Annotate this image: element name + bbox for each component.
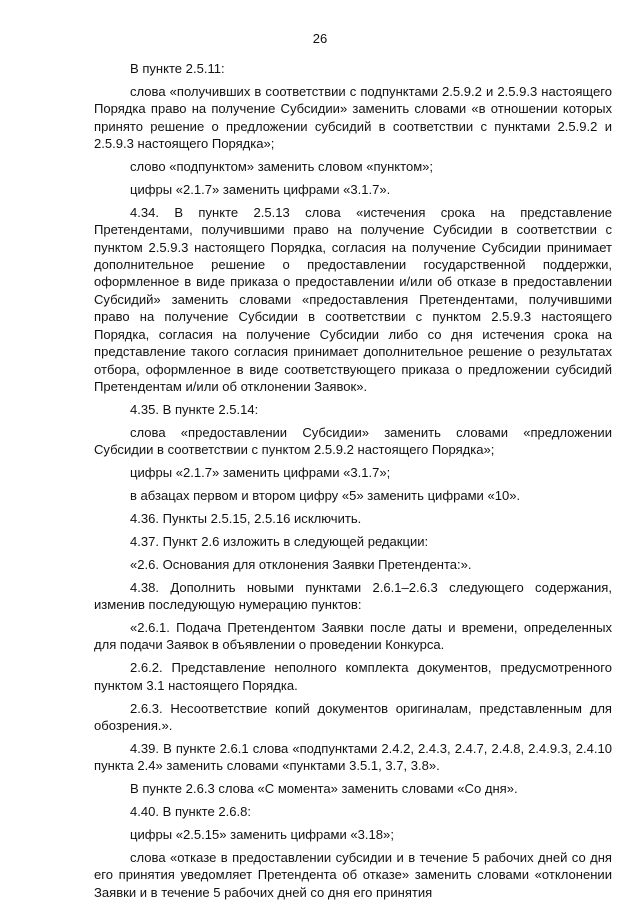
paragraph: слова «отказе в предоставлении субсидии и в течение 5 рабочих дней со дня его принятия уведомляет Претендента об отказе» заменить словами «отклонении Заявки и в течение 5 рабочих дней со дня его принятия [94,849,612,900]
page-number: 26 [312,31,328,46]
paragraph: 4.34. В пункте 2.5.13 слова «истечения срока на представление Претендентами, получившими право на получение Субсидии в соответствии с пунктом 2.5.9.3 настоящего Порядка, согласия на получение Субсидии принимает дополнительное решение о предоставлении государственной поддержки, оформленное в виде приказа о предоставлении и/или об отказе в предоставлении Субсидий» заменить словами «предоставления Претендентами, получившими право на получение Субсидии в соответствии с пунктом 2.5.9.3 настоящего Порядка, согласия на получение Субсидии либо со дня истечения срока на представление такого согласия принимает дополнительное решение о результатах отбора, оформленное в виде соответствующего приказа о предложении субсидий Претендентам и/или об отклонении Заявок». [94,204,612,394]
document-body [94,60,612,907]
paragraph: 4.39. В пункте 2.6.1 слова «подпунктами 2.4.2, 2.4.3, 2.4.7, 2.4.8, 2.4.9.3, 2.4.10 пункта 2.4» заменить словами «пунктами 3.5.1, 3.7, 3.8». [94,740,612,774]
paragraph: 4.38. Дополнить новыми пунктами 2.6.1–2.6.3 следующего содержания, изменив последующую нумерацию пунктов: [94,579,612,612]
paragraph: слова «получивших в соответствии с подпунктами 2.5.9.2 и 2.5.9.3 настоящего Порядка право на получение Субсидии» заменить словами «в отношении которых принято решение о предложении субсидий в соответствии с пунктами 2.5.9.2 и 2.5.9.3 настоящего Порядка»; [94,83,612,152]
paragraph: цифры «2.1.7» заменить цифрами «3.1.7»; [130,465,391,481]
paragraph: слова «предоставлении Субсидии» заменить словами «предложении Субсидии в соответствии с пунктом 2.5.9.2 настоящего Порядка»; [94,424,612,458]
paragraph: 4.36. Пункты 2.5.15, 2.5.16 исключить. [130,510,362,526]
paragraph: 4.35. В пункте 2.5.14: [130,401,259,417]
paragraph: цифры «2.1.7» заменить цифрами «3.1.7». [130,181,391,197]
paragraph: 2.6.3. Несоответствие копий документов оригиналам, представленным для обозрения.». [94,700,612,733]
paragraph: 2.6.2. Представление неполного комплекта документов, предусмотренного пунктом 3.1 настоящего Порядка. [94,660,612,693]
paragraph: В пункте 2.5.11: [130,61,225,76]
paragraph: в абзацах первом и втором цифру «5» заменить цифрами «10». [130,487,521,503]
paragraph: 4.40. В пункте 2.6.8: [130,804,251,820]
paragraph: цифры «2.5.15» заменить цифрами «3.18»; [130,826,394,842]
paragraph: «2.6.1. Подача Претендентом Заявки после даты и времени, определенных для подачи Заявок в объявлении о проведении Конкурса. [94,619,612,653]
paragraph: «2.6. Основания для отклонения Заявки Претендента:». [130,556,472,572]
paragraph: слово «подпунктом» заменить словом «пунктом»; [130,159,434,175]
paragraph: 4.37. Пункт 2.6 изложить в следующей редакции: [130,533,429,549]
paragraph: В пункте 2.6.3 слова «С момента» заменить словами «Со дня». [130,781,518,797]
